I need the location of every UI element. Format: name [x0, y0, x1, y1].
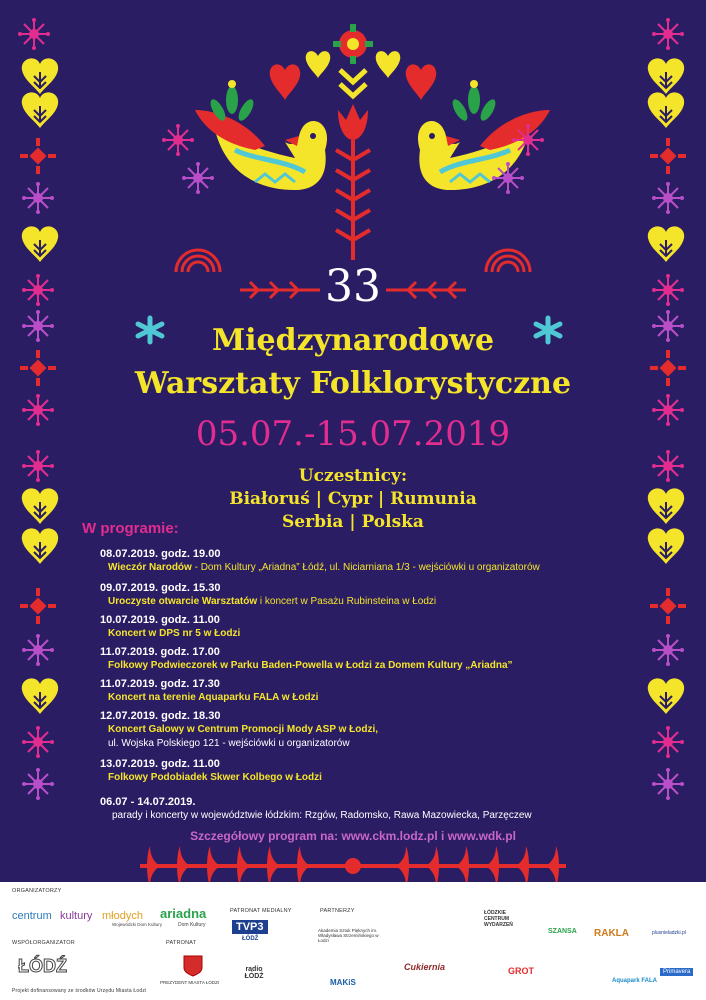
event-name: Wieczór Narodów — [108, 562, 192, 573]
parades-text: parady i koncerty w województwie łódzkim: Rzgów, Radomsko, Rawa Mazowiecka, Parzęczew — [112, 810, 532, 821]
svg-text:ŁÓDŹ: ŁÓDŹ — [18, 956, 67, 976]
lcw-logo: ŁÓDZKIE CENTRUM WYDARZEŃ — [484, 910, 513, 928]
event-date: 11.07.2019. godz. 17.00 — [100, 646, 220, 658]
event-date: 13.07.2019. godz. 11.00 — [100, 758, 220, 770]
event-name: Koncert Galowy w Centrum Promocji Mody ASP w Łodzi, — [108, 724, 379, 735]
event-description — [108, 561, 620, 575]
event-date: 10.07.2019. godz. 11.00 — [100, 614, 220, 626]
parades-info — [100, 796, 532, 822]
event-description — [108, 691, 620, 705]
details-link[interactable]: Szczegółowy program na: www.ckm.lodz.pl i www.wdk.pl — [190, 829, 516, 843]
event-description — [108, 659, 620, 673]
event-name: Koncert na terenie Aquaparku FALA w Łodzi — [108, 692, 319, 703]
lodz-logo — [18, 952, 78, 978]
program-title: W programie: — [82, 520, 179, 537]
program-event — [100, 582, 620, 609]
centrum-logo: centrum — [12, 910, 52, 922]
tvp-logo: TVP3 — [232, 920, 268, 934]
parades-date: 06.07 - 14.07.2019. — [100, 796, 196, 808]
radio-lodz-logo: radio ŁÓDŹ — [244, 966, 264, 980]
ariadna-logo: ariadna — [160, 906, 207, 921]
plus-logo: plusnieladzki.pl — [652, 930, 686, 936]
funding-note: Projekt dofinansowany ze środków Urzędu Miasta Łodzi — [12, 988, 147, 994]
edition-number: 33 — [325, 261, 381, 312]
wdk-logo: Wojewódzki Dom Kultury — [112, 922, 162, 927]
mlodych-logo: młodych — [102, 910, 143, 922]
makis-logo: MAKiS — [330, 978, 356, 987]
event-description — [108, 595, 620, 609]
participants-title: Uczestnicy: — [298, 466, 408, 486]
rakla-logo: RAKLA — [594, 928, 629, 939]
participants-line-1: Białoruś | Cypr | Rumunia — [229, 489, 477, 509]
sponsors-footer — [0, 882, 706, 1000]
event-date: 12.07.2019. godz. 18.30 — [100, 710, 221, 722]
program-event — [100, 710, 620, 751]
event-description — [108, 723, 620, 737]
event-description — [108, 771, 620, 785]
program-event — [100, 646, 620, 673]
cukiernia-logo: Cukiernia — [404, 962, 446, 972]
media-label: PATRONAT MEDIALNY — [230, 908, 292, 914]
kultury-logo: kultury — [60, 910, 93, 922]
event-name: Folkowy Podwieczorek w Parku Baden-Powella w Łodzi za Domem Kultury „Ariadna” — [108, 660, 513, 671]
primavera-logo: Primavera — [660, 968, 693, 976]
szansa-logo: SZANSA — [548, 928, 577, 935]
prezydent-logo: PREZYDENT MIASTA ŁODZI — [160, 980, 220, 985]
event-extra: ul. Wojska Polskiego 121 - wejściówki u organizatorów — [108, 738, 350, 749]
event-date: 09.07.2019. godz. 15.30 — [100, 582, 221, 594]
title-line-2: Warsztaty Folklorystyczne — [134, 366, 572, 401]
event-name: Uroczyste otwarcie Warsztatów — [108, 596, 258, 607]
event-details: i koncert w Pasażu Rubinsteina w Łodzi — [257, 596, 437, 607]
program-event — [100, 614, 620, 641]
program-event — [100, 678, 620, 705]
event-dates: 05.07.-15.07.2019 — [195, 414, 511, 454]
ariadna-subtitle: Dom Kultury — [178, 922, 206, 928]
grot-logo: GROT — [508, 966, 534, 976]
tvp-subtitle: ŁÓDŹ — [242, 936, 259, 942]
event-date: 08.07.2019. godz. 19.00 — [100, 548, 221, 560]
title-line-1: Międzynarodowe — [211, 323, 495, 358]
participants-line-2: Serbia | Polska — [282, 512, 424, 532]
program-event — [100, 758, 620, 785]
coorganizer-label: WSPÓŁORGANIZATOR — [12, 940, 75, 946]
event-details: - Dom Kultury „Ariadna” Łódź, ul. Niciarniana 1/3 - wejściówki u organizatorów — [191, 562, 540, 573]
crest-icon — [182, 954, 204, 978]
organizers-label: ORGANIZATORZY — [12, 888, 62, 894]
program-event — [100, 548, 620, 575]
event-name: Koncert w DPS nr 5 w Łodzi — [108, 628, 241, 639]
asp-logo: Akademia Sztuk Pięknych im. Władysława Strzemińskiego w Łodzi — [318, 928, 379, 943]
partners-label: PARTNERZY — [320, 908, 355, 914]
event-description — [108, 627, 620, 641]
aquapark-logo: Aquapark FALA — [612, 978, 658, 984]
patronage-label: PATRONAT — [166, 940, 197, 946]
event-date: 11.07.2019. godz. 17.30 — [100, 678, 220, 690]
event-name: Folkowy Podobiadek Skwer Kolbego w Łodzi — [108, 772, 322, 783]
